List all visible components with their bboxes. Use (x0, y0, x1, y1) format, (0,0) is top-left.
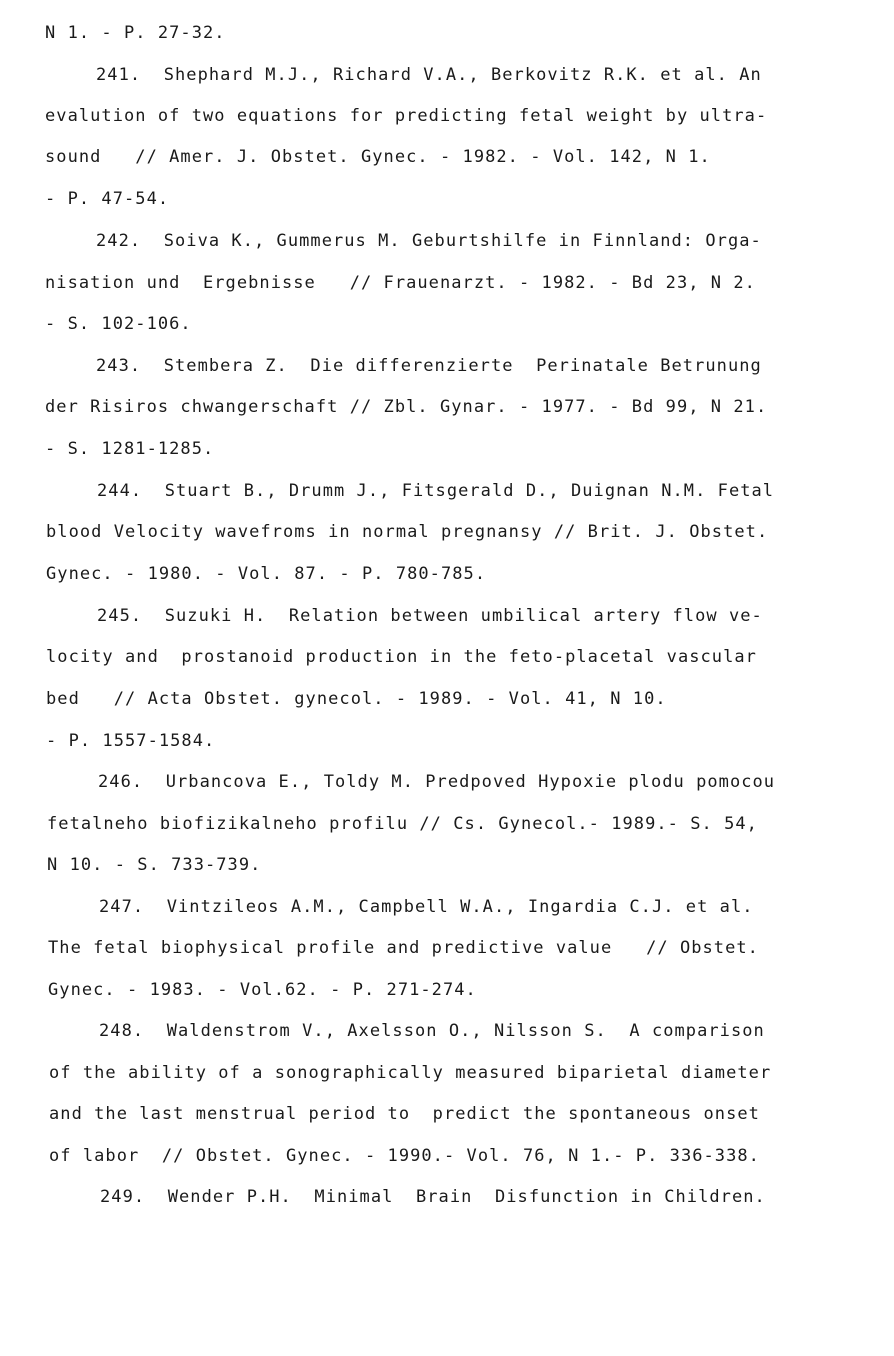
text-line: 245. Suzuki H. Relation between umbilical artery flow ve- (97, 606, 763, 626)
text-line: 248. Waldenstrom V., Axelsson O., Nilsson S. A comparison (99, 1021, 765, 1041)
text-line: locity and prostanoid production in the feto-placetal vascular (46, 647, 757, 667)
text-line: N 10. - S. 733-739. (47, 855, 262, 875)
text-line: 243. Stembera Z. Die differenzierte Perinatale Betrunung (96, 356, 762, 376)
text-line: - S. 102-106. (45, 314, 192, 334)
text-line: of labor // Obstet. Gynec. - 1990.- Vol. 76, N 1.- P. 336-338. (49, 1146, 760, 1166)
text-line: 249. Wender P.H. Minimal Brain Disfunction in Children. (100, 1187, 766, 1207)
text-line: 247. Vintzileos A.M., Campbell W.A., Ingardia C.J. et al. (99, 897, 754, 917)
text-line: evalution of two equations for predicting fetal weight by ultra- (45, 106, 768, 126)
text-line: N 1. - P. 27-32. (45, 23, 226, 43)
text-line: nisation und Ergebnisse // Frauenarzt. - 1982. - Bd 23, N 2. (45, 273, 756, 293)
text-line: - P. 1557-1584. (46, 731, 216, 751)
text-line: fetalneho biofizikalneho profilu // Cs. Gynecol.- 1989.- S. 54, (47, 814, 758, 834)
text-line: The fetal biophysical profile and predictive value // Obstet. (48, 938, 759, 958)
text-line: 244. Stuart B., Drumm J., Fitsgerald D., Duignan N.M. Fetal (97, 481, 775, 501)
text-line: of the ability of a sonographically measured biparietal diameter (49, 1063, 772, 1083)
text-line: and the last menstrual period to predict the spontaneous onset (49, 1104, 760, 1124)
text-line: - P. 47-54. (45, 189, 170, 209)
text-line: bed // Acta Obstet. gynecol. - 1989. - Vol. 41, N 10. (46, 689, 667, 709)
text-line: 242. Soiva K., Gummerus M. Geburtshilfe in Finnland: Orga- (96, 231, 762, 251)
text-line: blood Velocity wavefroms in normal pregnansy // Brit. J. Obstet. (46, 522, 769, 542)
text-line: 241. Shephard M.J., Richard V.A., Berkovitz R.K. et al. An (96, 65, 762, 85)
text-line: 246. Urbancova E., Toldy M. Predpoved Hypoxie plodu pomocou (98, 772, 776, 792)
text-line: Gynec. - 1983. - Vol.62. - P. 271-274. (48, 980, 477, 1000)
text-line: der Risiros chwangerschaft // Zbl. Gynar. - 1977. - Bd 99, N 21. (45, 397, 768, 417)
text-line: sound // Amer. J. Obstet. Gynec. - 1982. - Vol. 142, N 1. (45, 147, 711, 167)
text-line: - S. 1281-1285. (45, 439, 215, 459)
text-line: Gynec. - 1980. - Vol. 87. - P. 780-785. (46, 564, 487, 584)
